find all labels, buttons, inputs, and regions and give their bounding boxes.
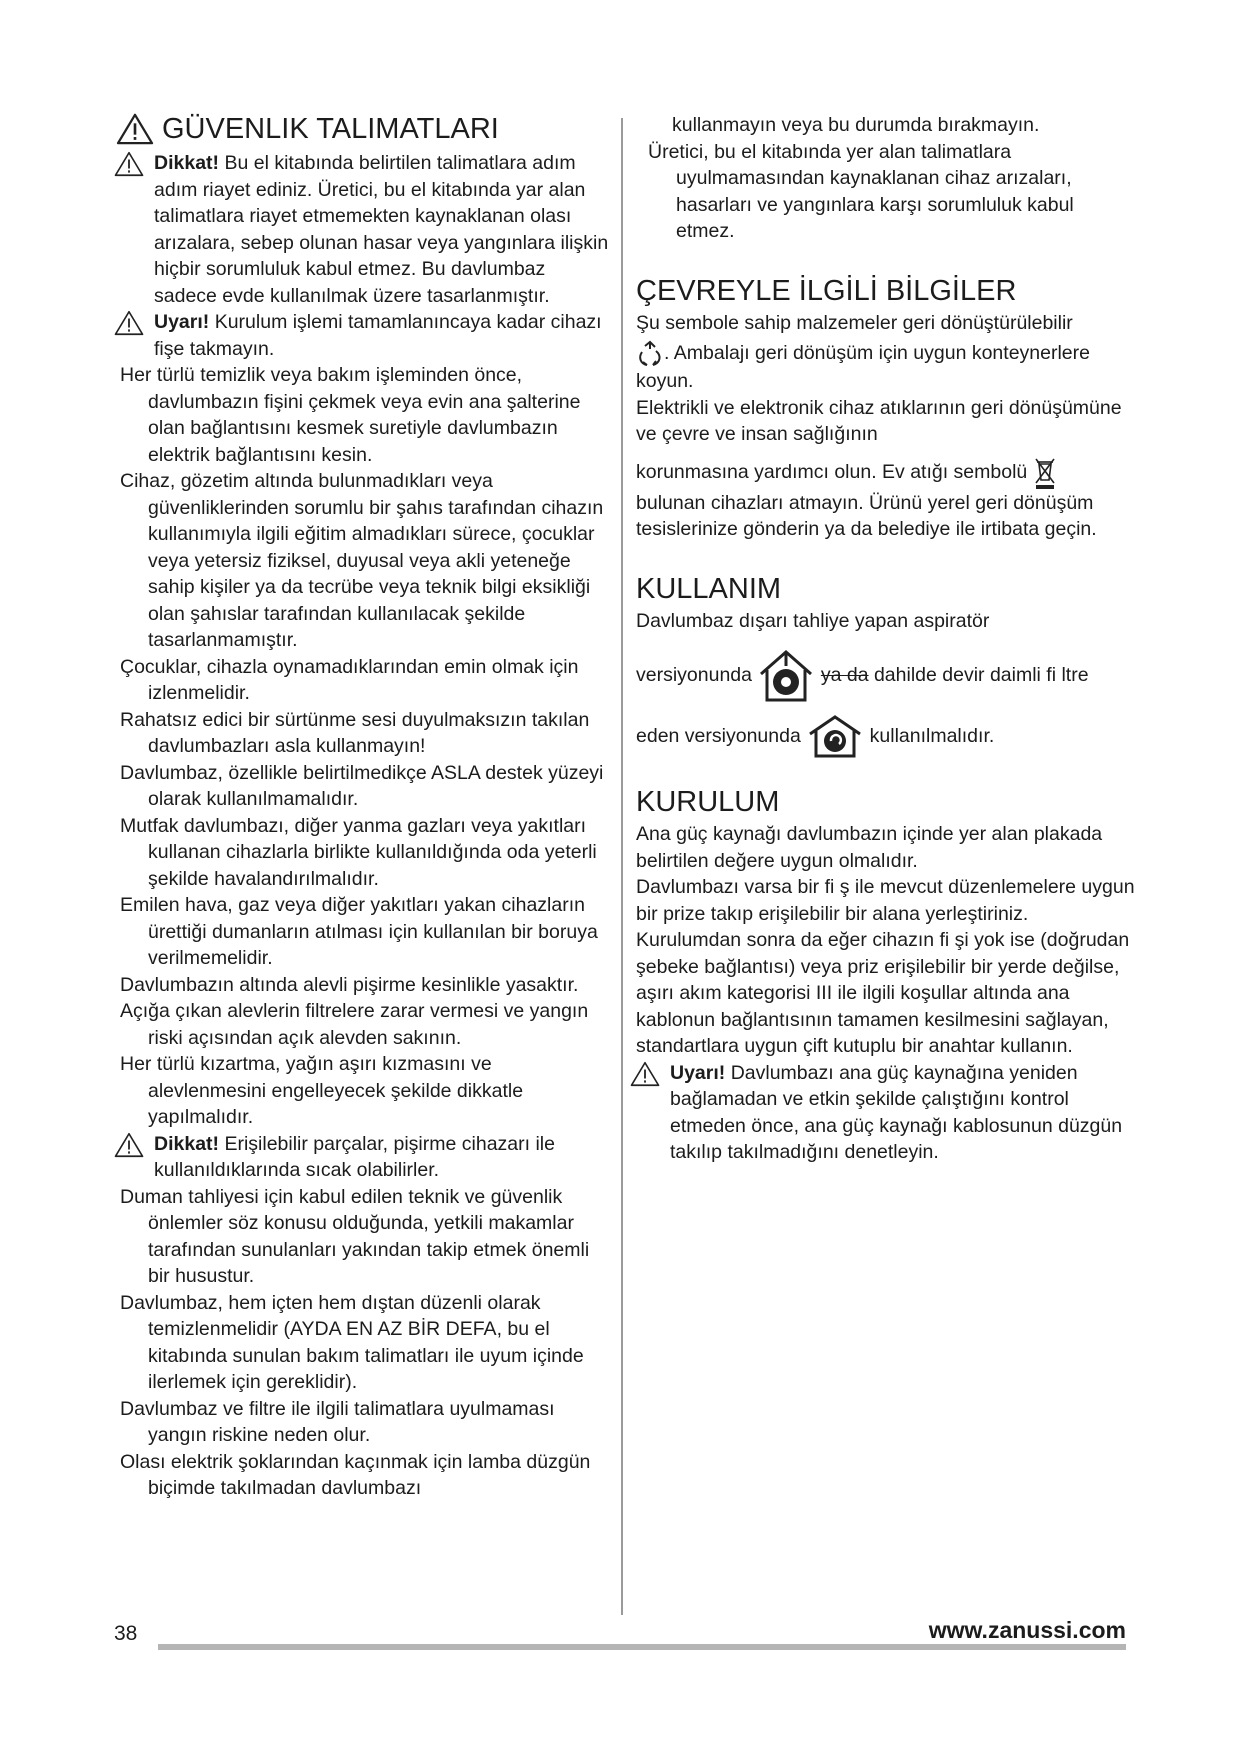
usage-text-icons (636, 714, 1136, 760)
paragraph: Duman tahliyesi için kabul edilen teknik ve güvenlik önlemler söz konusu olduğunda, yetkili makamlar tarafından sunulanları yakından takip etmek önemli bir husustur. (120, 1185, 590, 1287)
env-text-line: . Ambalajı geri dönüşüm için uygun konteynerlere koyun. (636, 342, 1090, 392)
paragraph: Olası elektrik şoklarından kaçınmak için lamba düzgün biçimde takılmadan davlumbazı (120, 1450, 591, 1499)
warning-block (636, 1060, 1136, 1166)
install-text: Davlumbazı varsa bir fi ş ile mevcut düzenlemelere uygun bir prize takıp erişilebilir bir alana yerleştiriniz. Kurulumdan sonra da eğer cihazın fi şi yok ise (doğrudan şebeke bağlantısı) veya priz erişilebilir bir yerde değilse, aşırı akım kategorisi III ile ilgili koşullar altında ana kablonun bağlantısının tamamen kesilmesini sağlayan, standartlara uygun çift kutuplu bir anahtar kullanın. (636, 876, 1135, 1057)
usage-text-line: eden versiyonunda (636, 725, 801, 748)
paragraph: Davlumbaz, özellikle belirtilmedikçe ASLA destek yüzeyi olarak kullanılmamalıdır. (120, 761, 604, 810)
warning-icon (116, 112, 154, 146)
paragraph: Açığa çıkan alevlerin filtrelere zarar vermesi ve yangın riski açısından açık alevden sakının. (120, 1000, 589, 1049)
safety-title-text: GÜVENLIK TALIMATLARI (162, 112, 499, 145)
warning-label: Dikkat! (154, 152, 220, 174)
env-text-recycle (636, 340, 1136, 395)
footer-rule (158, 1644, 1126, 1650)
env-text: bulunan cihazları atmayın. Ürünü yerel geri dönüşüm tesislerinize gönderin ya da belediye ile irtibata geçin. (636, 491, 1097, 540)
env-text: Şu sembole sahip malzemeler geri dönüştürülebilir (636, 311, 1073, 334)
recirculation-mode-icon (806, 714, 864, 760)
warning-block (120, 150, 610, 309)
warning-icon (114, 1131, 144, 1159)
paragraph: Rahatsız edici bir sürtünme sesi duyulmaksızın takılan davlumbazları asla kullanmayın! (120, 708, 590, 757)
usage-text: Davlumbaz dışarı tahliye yapan aspiratör (636, 609, 990, 632)
usage-text-line: versiyonunda (636, 664, 752, 687)
recycle-icon (636, 340, 664, 368)
continued-text: kullanmayın veya bu durumda bırakmayın. (672, 114, 1040, 136)
usage-text-line: kullanılmalıdır. (869, 725, 995, 748)
usage-text-icons (636, 648, 1136, 704)
paragraph: Mutfak davlumbazı, diğer yanma gazları veya yakıtları kullanan cihazlarla birlikte kullanıldığında oda yeterli şekilde havalandırılmalıdır. (120, 814, 597, 890)
warning-label: Uyarı! (154, 311, 210, 333)
crossed-bin-icon (1033, 456, 1057, 490)
warning-text: Bu el kitabında belirtilen talimatlara adım adım riayet ediniz. Üretici, bu el kitabında yar alan talimatlara riayet etmemekten kaynaklanan olası arızalara, sebep olunan hasar veya yangınlara ilişkin hiçbir sorumluluk kabul etmez. Bu davlumbaz sadece evde kullanılmak üzere tasarlanmıştır. (154, 152, 609, 307)
env-text: Elektrikli ve elektronik cihaz atıklarının geri dönüşümüne ve çevre ve insan sağlığının (636, 396, 1122, 445)
paragraph: Davlumbaz, hem içten hem dıştan düzenli olarak temizlenmelidir (AYDA EN AZ BİR DEFA, bu el kitabında sunulan bakım talimatları ile uyum içinde ilerlemek için gereklidir). (120, 1291, 584, 1393)
usage-text-line: ya da (820, 664, 869, 687)
warning-text: Erişilebilir parçalar, pişirme cihazarı ile kullanıldıklarında sıcak olabilirler. (154, 1132, 555, 1181)
producer-note: Üretici, bu el kitabında yer alan talimatlara uyulmamasından kaynaklanan cihaz arızaları, hasarları ve yangınlara karşı sorumluluk kabul etmez. (648, 140, 1074, 242)
env-text-line: korunmasına yardımcı olun. Ev atığı sembolü (636, 460, 1028, 483)
safety-title (116, 112, 610, 146)
warning-icon (114, 150, 144, 178)
right-column (636, 112, 1136, 1166)
paragraph: Emilen hava, gaz veya diğer yakıtları yakan cihazların ürettiği dumanların atılması için kullanılan bir boruya verilmemelidir. (120, 894, 598, 969)
extraction-mode-icon (757, 648, 815, 704)
warning-icon (114, 309, 144, 337)
paragraph: Her türlü temizlik veya bakım işleminden önce, davlumbazın fişini çekmek veya evin ana şalterine olan bağlantısını kesmek suretiyle davlumbazın elektrik bağlantısını kesin. (120, 364, 581, 466)
warning-label: Dikkat! (154, 1132, 220, 1155)
warning-text: Davlumbazı ana güç kaynağına yeniden bağlamadan ve etkin şekilde çalıştığını kontrol etmeden önce, ana güç kaynağı kablosunun düzgün takılıp takılmadığını denetleyin. (670, 1061, 1123, 1163)
paragraph: Cihaz, gözetim altında bulunmadıkları veya güvenliklerinden sorumlu bir şahıs tarafından cihazın kullanımıyla ilgili eğitim almadıkları sürece, çocuklar veya yetersiz fiziksel, duyusal veya akli yeteneğe sahip kişiler ya da tecrübe veya teknik bilgi eksikliği olan şahıslar tarafından kullanılacak şekilde tasarlanmamıştır. (120, 470, 604, 651)
warning-block (120, 309, 610, 362)
install-text: Ana güç kaynağı davlumbazın içinde yer alan plakada belirtilen değere uygun olmalıdır. (636, 823, 1103, 872)
brand-url: www.zanussi.com (928, 1617, 1126, 1643)
env-text-bin (636, 456, 1136, 490)
paragraph: Davlumbazın altında alevli pişirme kesinlikle yasaktır. (120, 973, 579, 996)
left-column (120, 112, 610, 1502)
usage-text-line: dahilde devir daimli fi ltre (868, 664, 1089, 687)
installation-heading: KURULUM (636, 786, 780, 818)
paragraph: Davlumbaz ve filtre ile ilgili talimatlara uyulmaması yangın riskine neden olur. (120, 1397, 555, 1446)
page-number: 38 (114, 1622, 138, 1645)
column-divider (621, 118, 623, 1615)
paragraph: Her türlü kızartma, yağın aşırı kızmasını ve alevlenmesini engelleyecek şekilde dikkatle yapılmalıdır. (120, 1053, 524, 1128)
paragraph: Çocuklar, cihazla oynamadıklarından emin olmak için izlenmelidir. (120, 655, 579, 704)
usage-heading: KULLANIM (636, 572, 782, 605)
warning-icon (630, 1060, 660, 1088)
warning-block (120, 1131, 610, 1184)
warning-text: Kurulum işlemi tamamlanıncaya kadar cihazı fişe takmayın. (154, 311, 602, 360)
warning-label: Uyarı! (670, 1061, 726, 1084)
environment-heading: ÇEVREYLE İLGİLİ BİLGİLER (636, 274, 1017, 307)
